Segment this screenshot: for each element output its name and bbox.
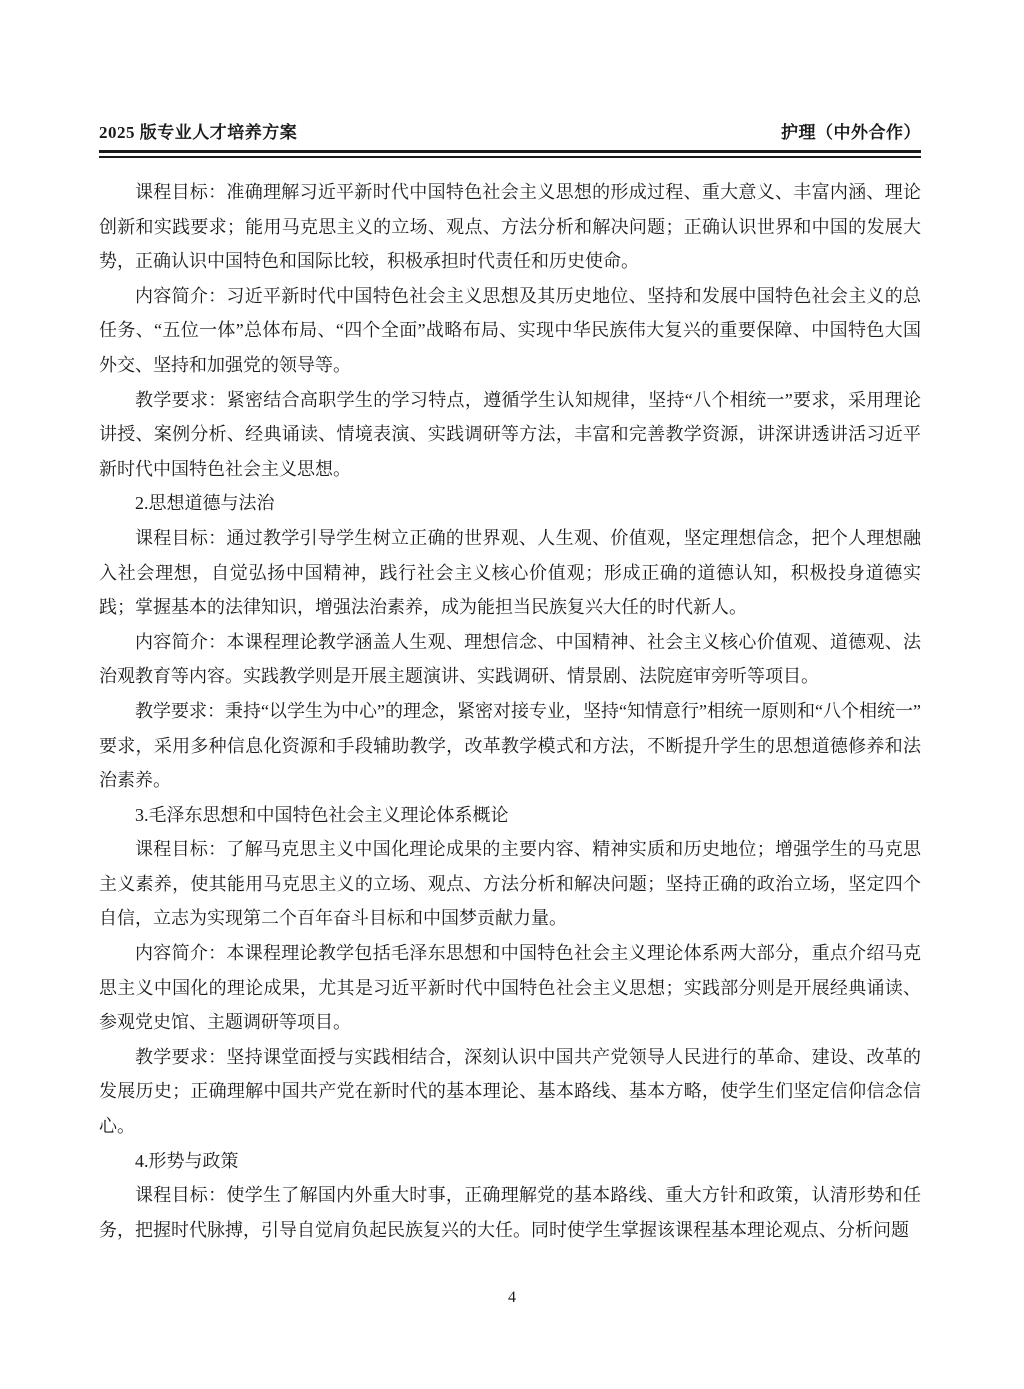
heading-course-4: 4.形势与政策	[135, 1150, 239, 1171]
heading-course-3: 3.毛泽东思想和中国特色社会主义理论体系概论	[135, 804, 509, 825]
paragraph-content-intro-2: 内容简介：本课程理论教学涵盖人生观、理想信念、中国精神、社会主义核心价值观、道德观、法治观教育等内容。实践教学则是开展主题演讲、实践调研、情景剧、法院庭审旁听等项目。	[99, 631, 921, 687]
paragraph-teaching-req-3: 教学要求：坚持课堂面授与实践相结合，深刻认识中国共产党领导人民进行的革命、建设、改革的发展历史；正确理解中国共产党在新时代的基本理论、基本路线、基本方略，使学生们坚定信仰信念信心。	[99, 1046, 921, 1137]
heading-course-2: 2.思想道德与法治	[135, 493, 275, 514]
paragraph-content-intro-1: 内容简介：习近平新时代中国特色社会主义思想及其历史地位、坚持和发展中国特色社会主义的总任务、“五位一体”总体布局、“四个全面”战略布局、实现中华民族伟大复兴的重要保障、中国特色大国外交、坚持和加强党的领导等。	[99, 285, 921, 375]
document-body	[99, 175, 921, 1247]
paragraph-course-goal-2: 课程目标：通过教学引导学生树立正确的世界观、人生观、价值观，坚定理想信念，把个人理想融入社会理想，自觉弘扬中国精神，践行社会主义核心价值观；形成正确的道德认知，积极投身道德实践；掌握基本的法律知识，增强法治素养，成为能担当民族复兴大任的时代新人。	[99, 527, 921, 618]
page-header	[99, 118, 921, 143]
paragraph-teaching-req-2: 教学要求：秉持“以学生为中心”的理念，紧密对接专业，坚持“知情意行”相统一原则和“八个相统一”要求，采用多种信息化资源和手段辅助教学，改革教学模式和方法，不断提升学生的思想道德修养和法治素养。	[99, 700, 921, 791]
paragraph-teaching-req-1: 教学要求：紧密结合高职学生的学习特点，遵循学生认知规律，坚持“八个相统一”要求，采用理论讲授、案例分析、经典诵读、情境表演、实践调研等方法，丰富和完善教学资源，讲深讲透讲活习近平新时代中国特色社会主义思想。	[99, 389, 921, 479]
paragraph-course-goal-1: 课程目标：准确理解习近平新时代中国特色社会主义思想的形成过程、重大意义、丰富内涵、理论创新和实践要求；能用马克思主义的立场、观点、方法分析和解决问题；正确认识世界和中国的发展大势，正确认识中国特色和国际比较，积极承担时代责任和历史使命。	[99, 182, 921, 272]
header-right-title: 护理（中外合作）	[781, 123, 921, 142]
header-double-rule	[99, 150, 921, 158]
paragraph-content-intro-3: 内容简介：本课程理论教学包括毛泽东思想和中国特色社会主义理论体系两大部分，重点介绍马克思主义中国化的理论成果，尤其是习近平新时代中国特色社会主义思想；实践部分则是开展经典诵读、参观党史馆、主题调研等项目。	[99, 943, 921, 1033]
content-area	[99, 0, 921, 1247]
header-left-title: 2025 版专业人才培养方案	[99, 123, 298, 142]
page-number: 4	[508, 1289, 516, 1306]
paragraph-course-goal-3: 课程目标：了解马克思主义中国化理论成果的主要内容、精神实质和历史地位；增强学生的马克思主义素养，使其能用马克思主义的立场、观点、方法分析和解决问题；坚持正确的政治立场，坚定四个自信，立志为实现第二个百年奋斗目标和中国梦贡献力量。	[99, 839, 921, 929]
paragraph-course-goal-4: 课程目标：使学生了解国内外重大时事，正确理解党的基本路线、重大方针和政策，认清形势和任务，把握时代脉搏，引导自觉肩负起民族复兴的大任。同时使学生掌握该课程基本理论观点、分析问题	[99, 1185, 921, 1240]
